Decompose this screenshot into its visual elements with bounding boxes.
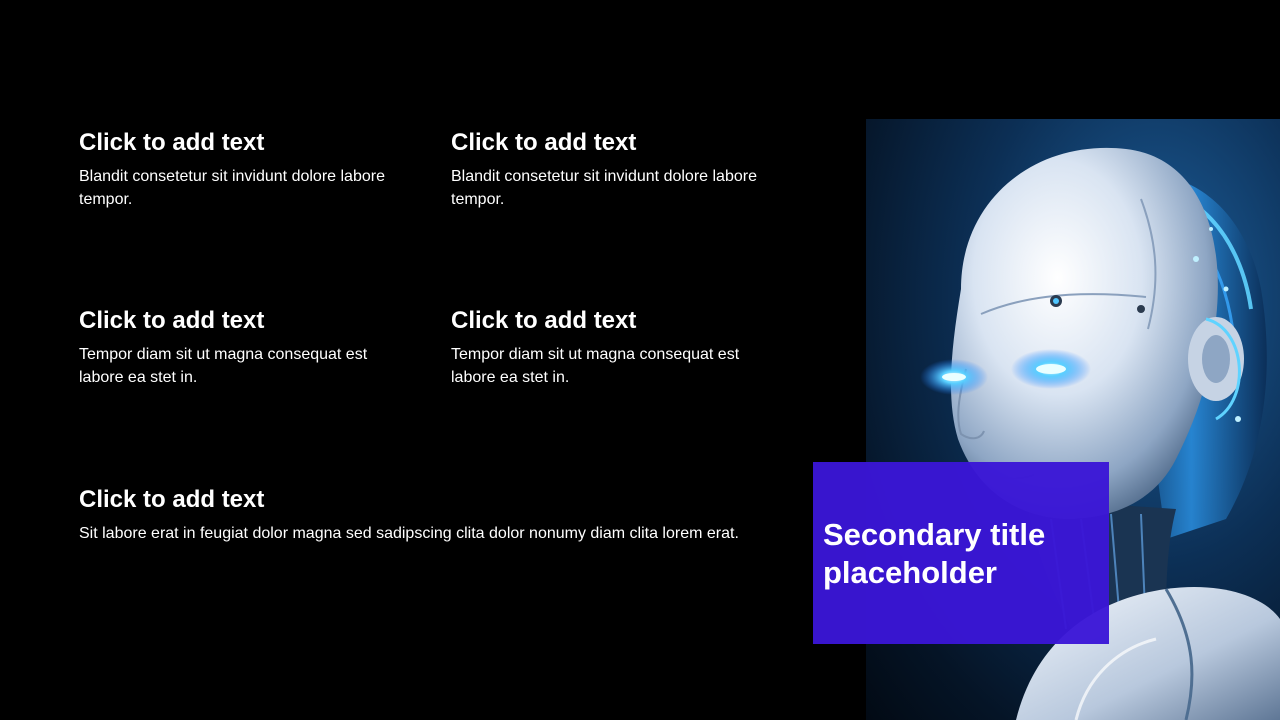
- block-body[interactable]: Tempor diam sit ut magna consequat est labore ea stet in.: [451, 346, 740, 386]
- block-title[interactable]: Click to add text: [451, 307, 637, 334]
- block-body[interactable]: Tempor diam sit ut magna consequat est labore ea stet in.: [79, 346, 368, 386]
- text-block-2[interactable]: [451, 129, 781, 211]
- block-body[interactable]: Blandit consetetur sit invidunt dolore labore tempor.: [79, 168, 385, 208]
- block-title[interactable]: Click to add text: [451, 129, 637, 156]
- block-title[interactable]: Click to add text: [79, 486, 265, 513]
- text-block-3[interactable]: [79, 307, 409, 389]
- text-block-1[interactable]: [79, 129, 409, 211]
- block-title[interactable]: Click to add text: [79, 129, 265, 156]
- block-body[interactable]: Blandit consetetur sit invidunt dolore labore tempor.: [451, 168, 757, 208]
- block-body[interactable]: Sit labore erat in feugiat dolor magna sed sadipscing clita dolor nonumy diam clita lorem erat.: [79, 525, 739, 542]
- text-block-4[interactable]: [451, 307, 781, 389]
- block-title[interactable]: Click to add text: [79, 307, 265, 334]
- text-block-5[interactable]: [79, 486, 779, 545]
- secondary-title-box[interactable]: [813, 462, 1109, 644]
- secondary-title[interactable]: Secondary title placeholder: [823, 517, 1046, 590]
